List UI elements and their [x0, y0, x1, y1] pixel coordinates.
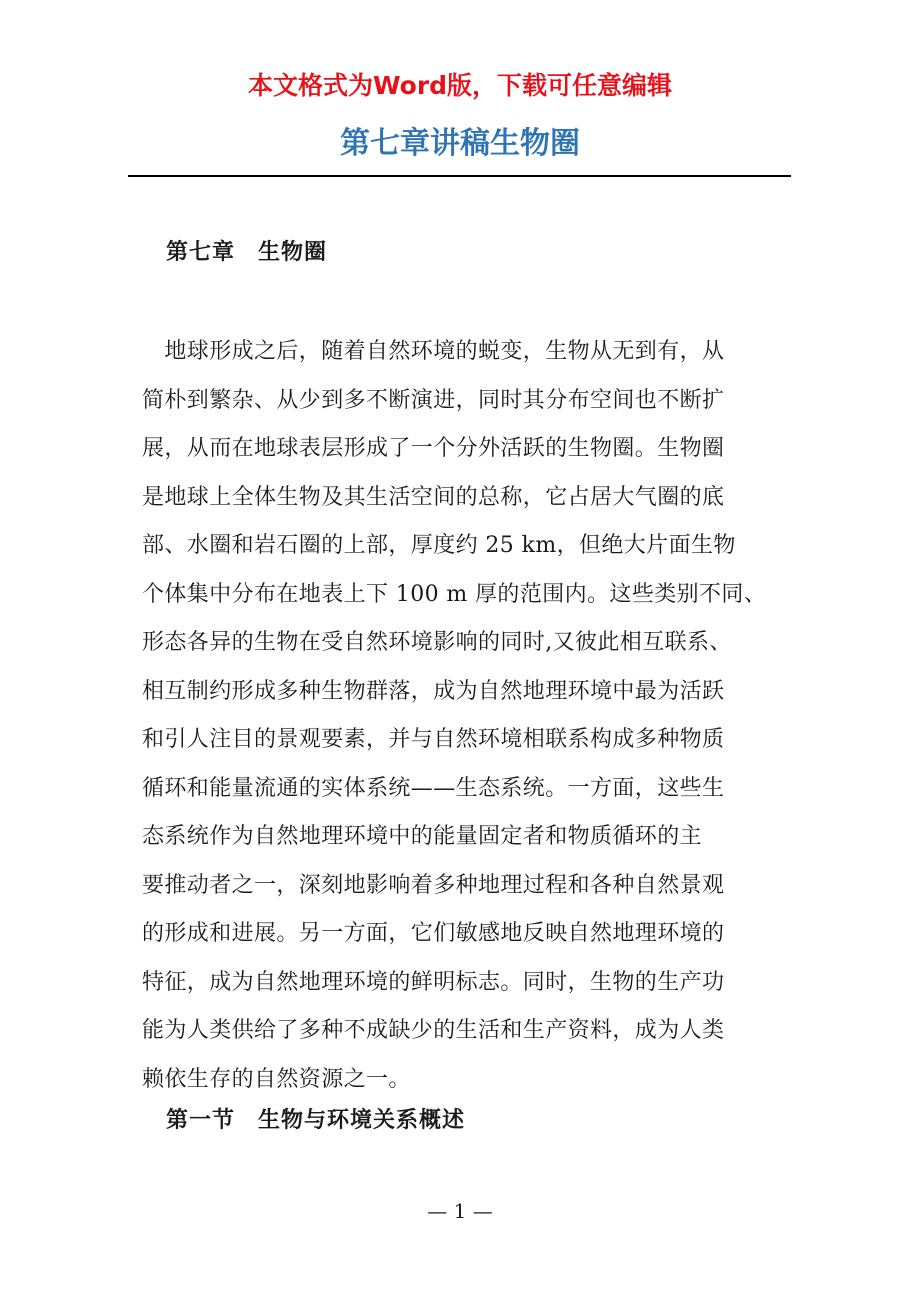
- paragraph-line: 和引人注目的景观要素，并与自然环境相联系构成多种物质: [142, 727, 725, 752]
- paragraph-line: 个体集中分布在地表上下 100 m 厚的范围内。这些类别不同、: [142, 581, 767, 607]
- section-heading: 第一节 生物与环境关系概述: [166, 1107, 466, 1133]
- document-title: 第七章讲稿生物圈: [340, 126, 580, 161]
- title-divider: [128, 175, 791, 177]
- paragraph-line: 展，从而在地球表层形成了一个分外活跃的生物圈。生物圈: [142, 436, 725, 461]
- paragraph-line: 特征，成为自然地理环境的鲜明标志。同时，生物的生产功: [142, 969, 725, 995]
- paragraph-line: 的形成和进展。另一方面，它们敏感地反映自然地理环境的: [142, 921, 725, 946]
- paragraph-line: 赖依生存的自然资源之一。: [142, 1066, 411, 1092]
- paragraph-line: 要推动者之一，深刻地影响着多种地理过程和各种自然景观: [142, 872, 725, 898]
- paragraph-line: 相互制约形成多种生物群落，成为自然地理环境中最为活跃: [142, 678, 725, 704]
- paragraph-line: 地球形成之后，随着自然环境的蜕变，生物从无到有，从: [142, 339, 725, 364]
- chapter-heading: 第七章 生物圈: [166, 239, 328, 265]
- paragraph-line: 能为人类供给了多种不成缺少的生活和生产资料，成为人类: [142, 1018, 725, 1043]
- page-number: — 1 —: [427, 1199, 493, 1223]
- paragraph-line: 形态各异的生物在受自然环境影响的同时,又彼此相互联系、: [142, 630, 732, 655]
- download-notice: 本文格式为Word版，下载可任意编辑: [247, 71, 673, 100]
- paragraph-line: 循环和能量流通的实体系统——生态系统。一方面，这些生: [142, 775, 725, 801]
- paragraph-line: 是地球上全体生物及其生活空间的总称，它占居大气圈的底: [142, 484, 725, 510]
- body-paragraph: [142, 328, 782, 1104]
- paragraph-line: 简朴到繁杂、从少到多不断演进，同时其分布空间也不断扩: [142, 387, 725, 413]
- paragraph-line: 部、水圈和岩石圈的上部，厚度约 25 km，但绝大片面生物: [142, 533, 736, 558]
- paragraph-line: 态系统作为自然地理环境中的能量固定者和物质循环的主: [142, 824, 703, 849]
